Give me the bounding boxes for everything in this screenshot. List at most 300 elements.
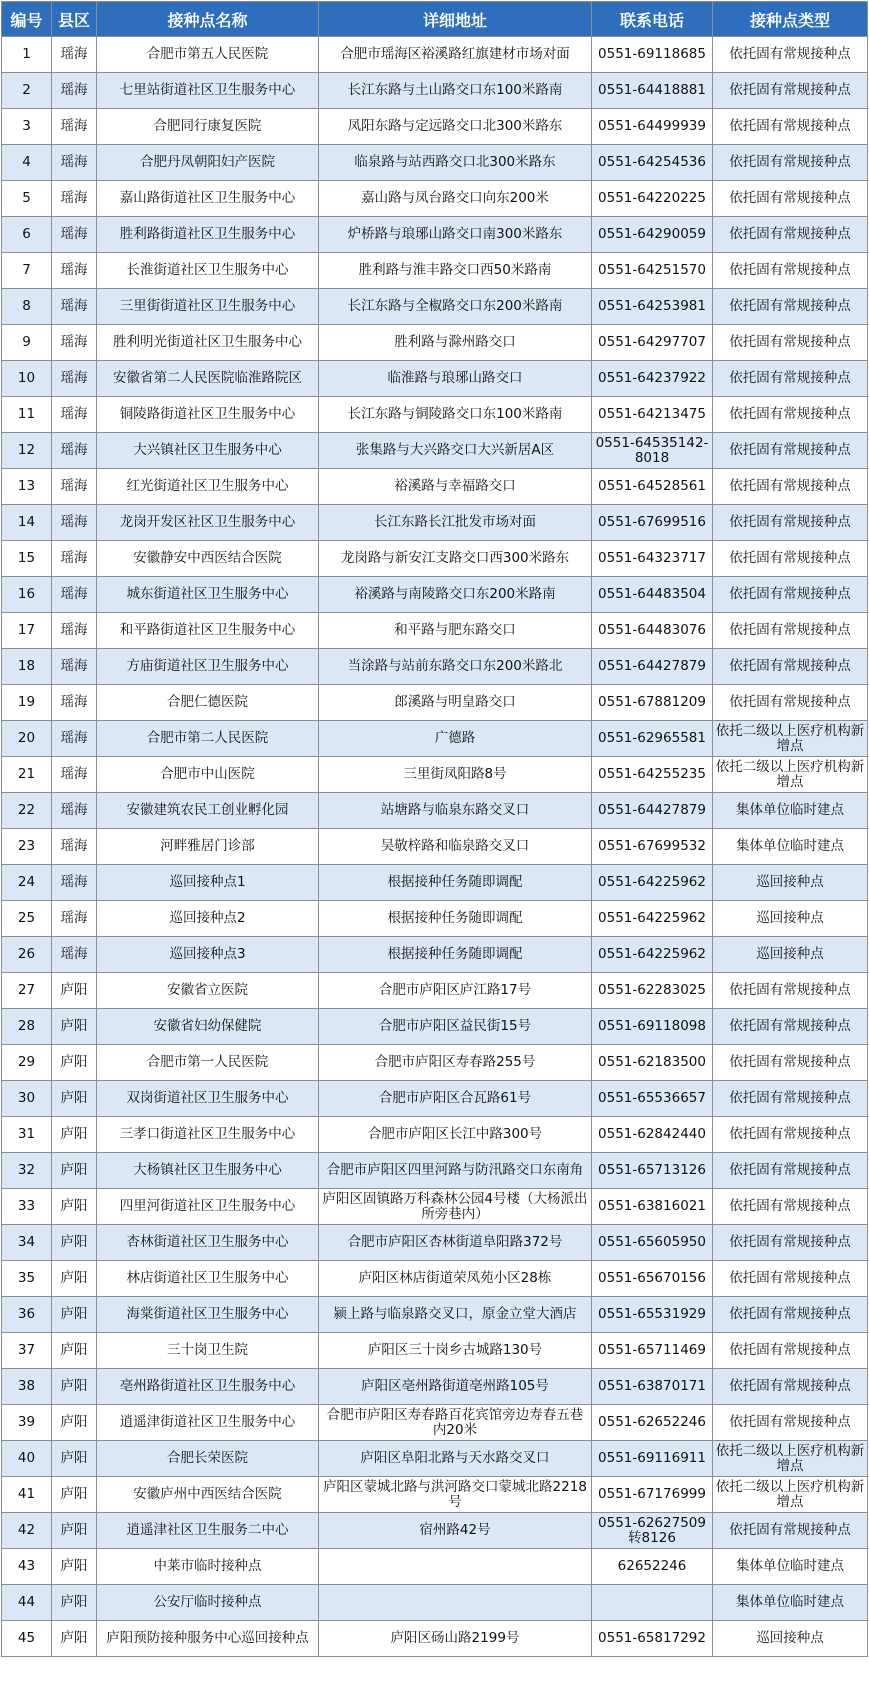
cell-district: 庐阳 (52, 1009, 97, 1045)
table-row (2, 1585, 868, 1621)
cell-phone: 0551-64427879 (592, 649, 713, 685)
cell-district: 庐阳 (52, 1333, 97, 1369)
cell-address: 和平路与肥东路交口 (319, 613, 592, 649)
cell-number: 40 (2, 1441, 52, 1477)
cell-phone: 0551-67176999 (592, 1477, 713, 1513)
cell-address (319, 1549, 592, 1585)
table-row (2, 1045, 868, 1081)
cell-number: 19 (2, 685, 52, 721)
cell-district: 瑶海 (52, 469, 97, 505)
cell-site-name: 合肥仁德医院 (97, 685, 319, 721)
cell-phone: 0551-69118098 (592, 1009, 713, 1045)
cell-district: 瑶海 (52, 361, 97, 397)
cell-address: 当涂路与站前东路交口东200米路北 (319, 649, 592, 685)
table-row (2, 469, 868, 505)
cell-address: 庐阳区亳州路街道亳州路105号 (319, 1369, 592, 1405)
cell-phone: 0551-64253981 (592, 289, 713, 325)
cell-phone: 0551-63816021 (592, 1189, 713, 1225)
cell-number: 38 (2, 1369, 52, 1405)
cell-district: 瑶海 (52, 721, 97, 757)
cell-phone: 0551-64483076 (592, 613, 713, 649)
cell-phone: 0551-65817292 (592, 1621, 713, 1657)
cell-phone: 0551-64483504 (592, 577, 713, 613)
cell-number: 5 (2, 181, 52, 217)
cell-site-type: 依托固有常规接种点 (713, 1117, 868, 1153)
cell-address: 宿州路42号 (319, 1513, 592, 1549)
table-row (2, 1369, 868, 1405)
cell-phone: 0551-67699532 (592, 829, 713, 865)
cell-site-type: 依托二级以上医疗机构新增点 (713, 721, 868, 757)
table-row (2, 865, 868, 901)
cell-number: 17 (2, 613, 52, 649)
cell-district: 瑶海 (52, 397, 97, 433)
table-row (2, 613, 868, 649)
header-cell-address: 详细地址 (319, 2, 592, 37)
cell-site-type: 集体单位临时建点 (713, 829, 868, 865)
cell-site-name: 安徽省立医院 (97, 973, 319, 1009)
cell-phone: 0551-67881209 (592, 685, 713, 721)
cell-number: 39 (2, 1405, 52, 1441)
table-row (2, 37, 868, 73)
cell-district: 庐阳 (52, 1117, 97, 1153)
table-row (2, 145, 868, 181)
cell-site-type: 依托固有常规接种点 (713, 1081, 868, 1117)
cell-address: 合肥市庐阳区四里河路与防汛路交口东南角 (319, 1153, 592, 1189)
cell-site-name: 庐阳预防接种服务中心巡回接种点 (97, 1621, 319, 1657)
table-row (2, 325, 868, 361)
cell-number: 9 (2, 325, 52, 361)
cell-site-name: 合肥市中山医院 (97, 757, 319, 793)
table-row (2, 793, 868, 829)
table-row (2, 217, 868, 253)
cell-site-name: 大兴镇社区卫生服务中心 (97, 433, 319, 469)
cell-phone: 0551-64535142-8018 (592, 433, 713, 469)
cell-site-type: 依托固有常规接种点 (713, 1261, 868, 1297)
cell-phone (592, 1585, 713, 1621)
cell-district: 瑶海 (52, 181, 97, 217)
cell-district: 瑶海 (52, 289, 97, 325)
cell-address: 郎溪路与明皇路交口 (319, 685, 592, 721)
cell-phone: 0551-65605950 (592, 1225, 713, 1261)
cell-number: 1 (2, 37, 52, 73)
cell-site-name: 合肥同行康复医院 (97, 109, 319, 145)
cell-address: 长江东路与土山路交口东100米路南 (319, 73, 592, 109)
cell-district: 庐阳 (52, 1405, 97, 1441)
cell-district: 庐阳 (52, 1477, 97, 1513)
cell-phone: 0551-64225962 (592, 865, 713, 901)
cell-address: 颍上路与临泉路交叉口，原金立堂大酒店 (319, 1297, 592, 1333)
cell-site-name: 合肥长荣医院 (97, 1441, 319, 1477)
cell-address: 凤阳东路与定远路交口北300米路东 (319, 109, 592, 145)
cell-site-name: 龙岗开发区社区卫生服务中心 (97, 505, 319, 541)
cell-site-type: 依托固有常规接种点 (713, 469, 868, 505)
cell-address: 庐阳区蒙城北路与洪河路交口蒙城北路2218号 (319, 1477, 592, 1513)
cell-site-type: 依托固有常规接种点 (713, 397, 868, 433)
cell-district: 瑶海 (52, 649, 97, 685)
table-row (2, 361, 868, 397)
cell-district: 瑶海 (52, 325, 97, 361)
cell-district: 瑶海 (52, 613, 97, 649)
cell-address: 合肥市庐阳区寿春路255号 (319, 1045, 592, 1081)
table-row (2, 1297, 868, 1333)
cell-site-name: 大杨镇社区卫生服务中心 (97, 1153, 319, 1189)
cell-site-type: 依托固有常规接种点 (713, 1153, 868, 1189)
cell-site-name: 安徽省妇幼保健院 (97, 1009, 319, 1045)
table-row (2, 829, 868, 865)
cell-phone: 0551-64255235 (592, 757, 713, 793)
cell-district: 庐阳 (52, 1297, 97, 1333)
cell-site-type: 依托固有常规接种点 (713, 973, 868, 1009)
table-row (2, 1405, 868, 1441)
cell-district: 庐阳 (52, 1189, 97, 1225)
cell-number: 11 (2, 397, 52, 433)
cell-number: 2 (2, 73, 52, 109)
cell-phone: 0551-64251570 (592, 253, 713, 289)
cell-district: 庐阳 (52, 1549, 97, 1585)
cell-address: 庐阳区三十岗乡古城路130号 (319, 1333, 592, 1369)
cell-number: 26 (2, 937, 52, 973)
vaccination-sites-table (1, 1, 868, 1657)
table-row (2, 901, 868, 937)
cell-number: 12 (2, 433, 52, 469)
table-row (2, 1009, 868, 1045)
cell-address: 胜利路与滁州路交口 (319, 325, 592, 361)
cell-address: 裕溪路与南陵路交口东200米路南 (319, 577, 592, 613)
table-row (2, 253, 868, 289)
cell-phone: 0551-64297707 (592, 325, 713, 361)
cell-phone: 0551-64499939 (592, 109, 713, 145)
cell-district: 瑶海 (52, 37, 97, 73)
cell-district: 庐阳 (52, 1045, 97, 1081)
cell-phone: 0551-69118685 (592, 37, 713, 73)
cell-site-name: 逍遥津社区卫生服务二中心 (97, 1513, 319, 1549)
cell-phone: 0551-63870171 (592, 1369, 713, 1405)
cell-number: 18 (2, 649, 52, 685)
cell-site-name: 三孝口街道社区卫生服务中心 (97, 1117, 319, 1153)
cell-district: 瑶海 (52, 865, 97, 901)
cell-address: 长江东路长江批发市场对面 (319, 505, 592, 541)
cell-site-type: 依托二级以上医疗机构新增点 (713, 1441, 868, 1477)
cell-site-name: 安徽省第二人民医院临淮路院区 (97, 361, 319, 397)
cell-site-name: 安徽建筑农民工创业孵化园 (97, 793, 319, 829)
cell-phone: 0551-62627509转8126 (592, 1513, 713, 1549)
cell-phone: 0551-64225962 (592, 937, 713, 973)
cell-site-type: 依托固有常规接种点 (713, 37, 868, 73)
cell-phone: 62652246 (592, 1549, 713, 1585)
cell-phone: 0551-62842440 (592, 1117, 713, 1153)
cell-phone: 0551-64427879 (592, 793, 713, 829)
cell-phone: 0551-62965581 (592, 721, 713, 757)
cell-number: 4 (2, 145, 52, 181)
cell-district: 庐阳 (52, 973, 97, 1009)
cell-district: 瑶海 (52, 433, 97, 469)
cell-site-type: 巡回接种点 (713, 865, 868, 901)
cell-address: 合肥市庐阳区庐江路17号 (319, 973, 592, 1009)
cell-address: 站塘路与临泉东路交叉口 (319, 793, 592, 829)
cell-district: 庐阳 (52, 1225, 97, 1261)
cell-number: 23 (2, 829, 52, 865)
cell-site-name: 三里街街道社区卫生服务中心 (97, 289, 319, 325)
cell-site-name: 城东街道社区卫生服务中心 (97, 577, 319, 613)
cell-site-name: 海棠街道社区卫生服务中心 (97, 1297, 319, 1333)
cell-district: 瑶海 (52, 793, 97, 829)
cell-site-name: 合肥市第二人民医院 (97, 721, 319, 757)
cell-address: 广德路 (319, 721, 592, 757)
table-row (2, 685, 868, 721)
cell-phone: 0551-62652246 (592, 1405, 713, 1441)
cell-number: 8 (2, 289, 52, 325)
cell-district: 瑶海 (52, 73, 97, 109)
table-row (2, 1117, 868, 1153)
cell-district: 庐阳 (52, 1585, 97, 1621)
cell-district: 瑶海 (52, 253, 97, 289)
cell-address: 合肥市庐阳区长江中路300号 (319, 1117, 592, 1153)
table-row (2, 1477, 868, 1513)
cell-site-name: 双岗街道社区卫生服务中心 (97, 1081, 319, 1117)
cell-district: 瑶海 (52, 829, 97, 865)
table-row (2, 973, 868, 1009)
cell-phone: 0551-64237922 (592, 361, 713, 397)
cell-site-name: 巡回接种点1 (97, 865, 319, 901)
cell-address: 嘉山路与凤台路交口向东200米 (319, 181, 592, 217)
cell-number: 35 (2, 1261, 52, 1297)
cell-phone: 0551-65713126 (592, 1153, 713, 1189)
cell-number: 16 (2, 577, 52, 613)
cell-district: 瑶海 (52, 577, 97, 613)
table-row (2, 649, 868, 685)
cell-site-type: 集体单位临时建点 (713, 793, 868, 829)
cell-site-type: 依托固有常规接种点 (713, 109, 868, 145)
cell-number: 33 (2, 1189, 52, 1225)
cell-site-type: 依托固有常规接种点 (713, 1189, 868, 1225)
cell-address: 合肥市庐阳区益民街15号 (319, 1009, 592, 1045)
cell-phone: 0551-64254536 (592, 145, 713, 181)
table-row (2, 1621, 868, 1657)
cell-phone: 0551-65670156 (592, 1261, 713, 1297)
cell-site-type: 依托固有常规接种点 (713, 1009, 868, 1045)
cell-district: 庐阳 (52, 1153, 97, 1189)
cell-site-name: 安徽庐州中西医结合医院 (97, 1477, 319, 1513)
cell-phone: 0551-65536657 (592, 1081, 713, 1117)
header-cell-number: 编号 (2, 2, 52, 37)
cell-phone: 0551-67699516 (592, 505, 713, 541)
cell-site-type: 依托固有常规接种点 (713, 361, 868, 397)
cell-number: 27 (2, 973, 52, 1009)
cell-site-type: 依托固有常规接种点 (713, 325, 868, 361)
cell-district: 庐阳 (52, 1081, 97, 1117)
cell-site-type: 依托固有常规接种点 (713, 577, 868, 613)
cell-address: 庐阳区阜阳北路与天水路交叉口 (319, 1441, 592, 1477)
cell-number: 7 (2, 253, 52, 289)
cell-address: 根据接种任务随即调配 (319, 901, 592, 937)
cell-phone: 0551-62283025 (592, 973, 713, 1009)
cell-number: 22 (2, 793, 52, 829)
cell-site-name: 嘉山路街道社区卫生服务中心 (97, 181, 319, 217)
cell-site-name: 七里站街道社区卫生服务中心 (97, 73, 319, 109)
cell-site-name: 和平路街道社区卫生服务中心 (97, 613, 319, 649)
cell-number: 10 (2, 361, 52, 397)
cell-phone: 0551-64220225 (592, 181, 713, 217)
cell-site-name: 合肥丹凤朝阳妇产医院 (97, 145, 319, 181)
cell-district: 瑶海 (52, 757, 97, 793)
cell-site-name: 中莱市临时接种点 (97, 1549, 319, 1585)
cell-site-name: 胜利明光街道社区卫生服务中心 (97, 325, 319, 361)
table-row (2, 937, 868, 973)
cell-site-name: 亳州路街道社区卫生服务中心 (97, 1369, 319, 1405)
cell-address: 龙岗路与新安江支路交口西300米路东 (319, 541, 592, 577)
table-row (2, 541, 868, 577)
table-row (2, 1513, 868, 1549)
table-row (2, 1549, 868, 1585)
cell-site-type: 依托固有常规接种点 (713, 505, 868, 541)
header-row (2, 2, 868, 37)
cell-number: 42 (2, 1513, 52, 1549)
cell-district: 瑶海 (52, 937, 97, 973)
cell-district: 庐阳 (52, 1621, 97, 1657)
cell-site-type: 依托固有常规接种点 (713, 1045, 868, 1081)
cell-phone: 0551-64528561 (592, 469, 713, 505)
cell-number: 44 (2, 1585, 52, 1621)
cell-address: 长江东路与铜陵路交口东100米路南 (319, 397, 592, 433)
cell-address: 炉桥路与琅琊山路交口南300米路东 (319, 217, 592, 253)
cell-site-type: 依托固有常规接种点 (713, 1405, 868, 1441)
cell-site-type: 依托固有常规接种点 (713, 1513, 868, 1549)
cell-site-type: 依托固有常规接种点 (713, 613, 868, 649)
cell-district: 瑶海 (52, 109, 97, 145)
cell-number: 32 (2, 1153, 52, 1189)
cell-site-type: 依托固有常规接种点 (713, 181, 868, 217)
cell-site-type: 依托固有常规接种点 (713, 253, 868, 289)
cell-site-type: 依托固有常规接种点 (713, 1297, 868, 1333)
table-row (2, 289, 868, 325)
cell-site-type: 依托固有常规接种点 (713, 217, 868, 253)
cell-phone: 0551-65531929 (592, 1297, 713, 1333)
cell-phone: 0551-64213475 (592, 397, 713, 433)
cell-number: 20 (2, 721, 52, 757)
table-row (2, 73, 868, 109)
cell-phone: 0551-64418881 (592, 73, 713, 109)
cell-site-type: 依托二级以上医疗机构新增点 (713, 757, 868, 793)
cell-site-name: 合肥市第五人民医院 (97, 37, 319, 73)
table-row (2, 577, 868, 613)
cell-address: 三里街凤阳路8号 (319, 757, 592, 793)
cell-number: 14 (2, 505, 52, 541)
cell-address: 裕溪路与幸福路交口 (319, 469, 592, 505)
cell-district: 庐阳 (52, 1513, 97, 1549)
cell-number: 3 (2, 109, 52, 145)
cell-site-type: 依托固有常规接种点 (713, 1333, 868, 1369)
cell-number: 21 (2, 757, 52, 793)
cell-address: 根据接种任务随即调配 (319, 865, 592, 901)
cell-district: 庐阳 (52, 1369, 97, 1405)
cell-phone: 0551-69116911 (592, 1441, 713, 1477)
cell-site-type: 依托固有常规接种点 (713, 1225, 868, 1261)
table-row (2, 397, 868, 433)
cell-site-name: 三十岗卫生院 (97, 1333, 319, 1369)
cell-address: 合肥市庐阳区杏林街道阜阳路372号 (319, 1225, 592, 1261)
table-row (2, 1189, 868, 1225)
cell-number: 34 (2, 1225, 52, 1261)
cell-address: 庐阳区砀山路2199号 (319, 1621, 592, 1657)
cell-address: 合肥市庐阳区合瓦路61号 (319, 1081, 592, 1117)
cell-address: 庐阳区固镇路万科森林公园4号楼（大杨派出所旁巷内） (319, 1189, 592, 1225)
cell-address (319, 1585, 592, 1621)
cell-number: 24 (2, 865, 52, 901)
table-row (2, 757, 868, 793)
cell-site-name: 巡回接种点2 (97, 901, 319, 937)
header-cell-district: 县区 (52, 2, 97, 37)
cell-site-type: 依托固有常规接种点 (713, 289, 868, 325)
cell-site-name: 河畔雅居门诊部 (97, 829, 319, 865)
cell-address: 合肥市瑶海区裕溪路红旗建材市场对面 (319, 37, 592, 73)
cell-site-name: 公安厅临时接种点 (97, 1585, 319, 1621)
cell-number: 45 (2, 1621, 52, 1657)
cell-site-name: 杏林街道社区卫生服务中心 (97, 1225, 319, 1261)
cell-district: 庐阳 (52, 1261, 97, 1297)
cell-site-name: 方庙街道社区卫生服务中心 (97, 649, 319, 685)
cell-site-type: 依托固有常规接种点 (713, 73, 868, 109)
table-row (2, 1333, 868, 1369)
cell-number: 25 (2, 901, 52, 937)
cell-number: 29 (2, 1045, 52, 1081)
cell-district: 瑶海 (52, 217, 97, 253)
cell-phone: 0551-64323717 (592, 541, 713, 577)
cell-number: 37 (2, 1333, 52, 1369)
cell-site-type: 依托二级以上医疗机构新增点 (713, 1477, 868, 1513)
cell-phone: 0551-64290059 (592, 217, 713, 253)
cell-number: 31 (2, 1117, 52, 1153)
cell-address: 张集路与大兴路交口大兴新居A区 (319, 433, 592, 469)
cell-site-type: 依托固有常规接种点 (713, 433, 868, 469)
cell-phone: 0551-62183500 (592, 1045, 713, 1081)
cell-site-type: 依托固有常规接种点 (713, 1369, 868, 1405)
cell-number: 43 (2, 1549, 52, 1585)
table-row (2, 1225, 868, 1261)
cell-address: 根据接种任务随即调配 (319, 937, 592, 973)
cell-district: 瑶海 (52, 145, 97, 181)
cell-address: 胜利路与淮丰路交口西50米路南 (319, 253, 592, 289)
cell-number: 30 (2, 1081, 52, 1117)
cell-number: 28 (2, 1009, 52, 1045)
cell-site-name: 巡回接种点3 (97, 937, 319, 973)
cell-site-name: 四里河街道社区卫生服务中心 (97, 1189, 319, 1225)
cell-site-type: 巡回接种点 (713, 937, 868, 973)
cell-district: 瑶海 (52, 901, 97, 937)
table-body (2, 37, 868, 1657)
cell-phone: 0551-65711469 (592, 1333, 713, 1369)
cell-address: 临泉路与站西路交口北300米路东 (319, 145, 592, 181)
cell-district: 瑶海 (52, 541, 97, 577)
cell-number: 41 (2, 1477, 52, 1513)
cell-site-name: 胜利路街道社区卫生服务中心 (97, 217, 319, 253)
cell-site-name: 铜陵路街道社区卫生服务中心 (97, 397, 319, 433)
table-row (2, 1441, 868, 1477)
cell-address: 临淮路与琅琊山路交口 (319, 361, 592, 397)
cell-site-type: 依托固有常规接种点 (713, 541, 868, 577)
cell-phone: 0551-64225962 (592, 901, 713, 937)
table-row (2, 1261, 868, 1297)
cell-site-name: 红光街道社区卫生服务中心 (97, 469, 319, 505)
header-cell-site-type: 接种点类型 (713, 2, 868, 37)
table-row (2, 721, 868, 757)
cell-site-type: 巡回接种点 (713, 1621, 868, 1657)
cell-site-name: 林店街道社区卫生服务中心 (97, 1261, 319, 1297)
cell-district: 瑶海 (52, 505, 97, 541)
cell-address: 长江东路与全椒路交口东200米路南 (319, 289, 592, 325)
table-row (2, 505, 868, 541)
table-row (2, 1081, 868, 1117)
header-cell-phone: 联系电话 (592, 2, 713, 37)
